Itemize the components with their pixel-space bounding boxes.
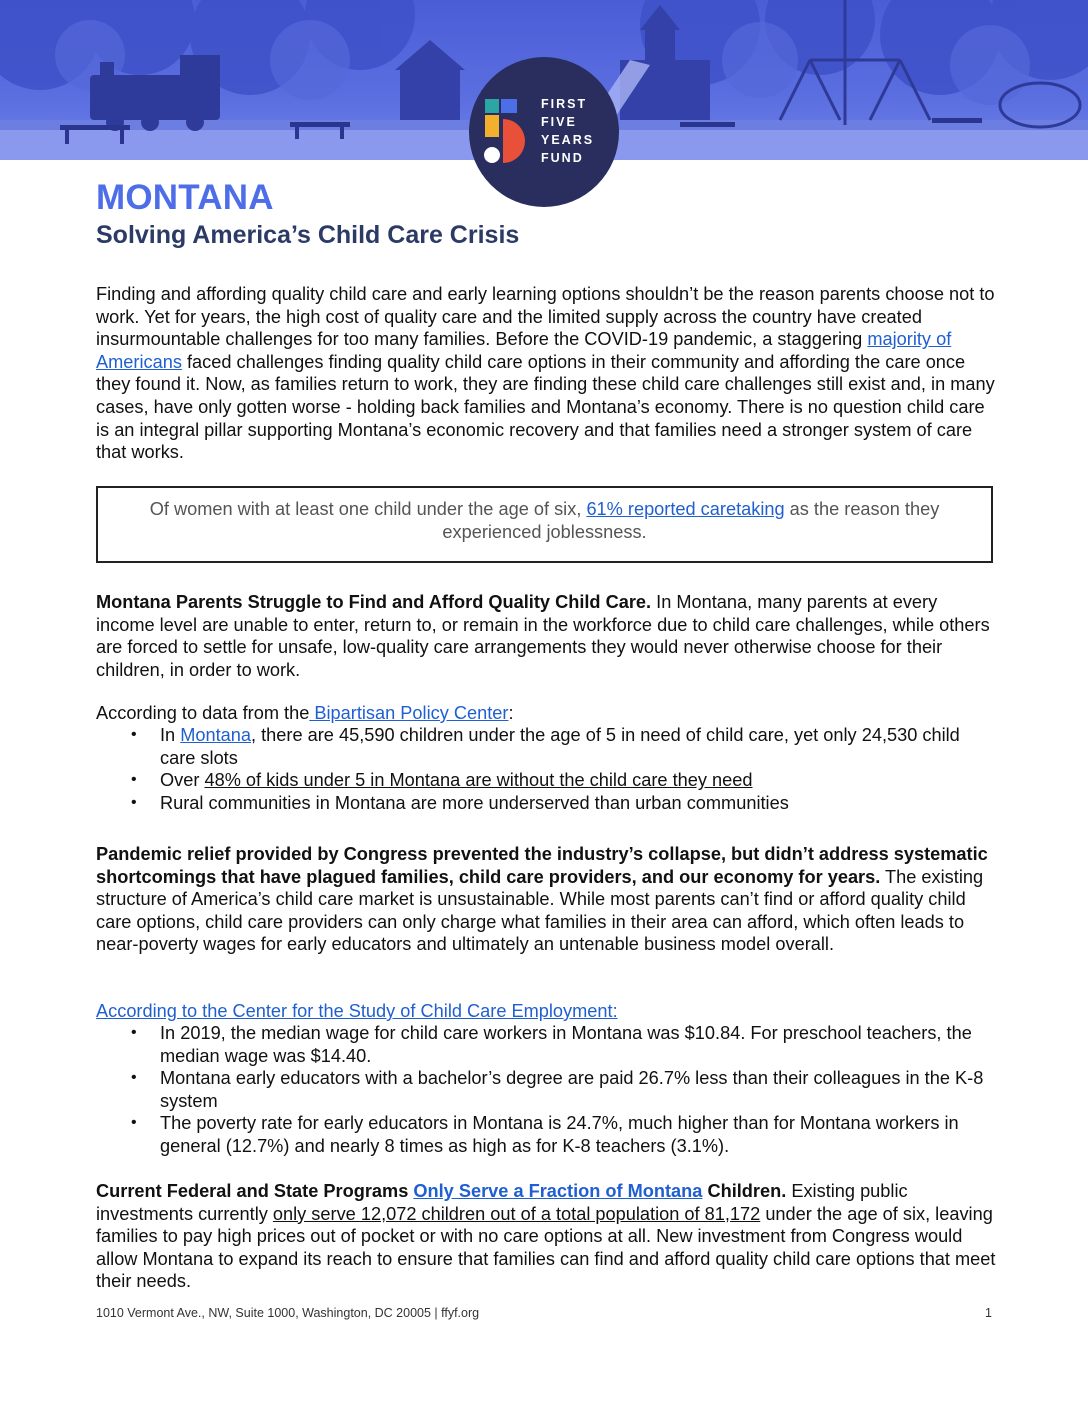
cscce-bullet-list xyxy=(96,1022,996,1158)
section-pandemic-relief-body: The existing structure of America’s child care market is unsustainable. While most parents can’t find or afford quality child care options, child care providers can only charge what families in their area can afford, which often leads to near-poverty wages for early educators and ultimately an untenable business model overall. xyxy=(96,866,984,955)
bpc-lead-text: According to data from the xyxy=(96,703,310,723)
callout-box xyxy=(96,486,993,563)
intro-text-2: faced challenges finding quality child care options in their community and affording the care once they found it. Now, as families return to work, they are finding these child care challenges still exist and, in many cases, have only gotten worse - holding back families and Montana’s economy. There is no question child care is an integral pillar supporting Montana’s economic recovery and that families need a stronger system of care that works. xyxy=(96,351,995,463)
page-subtitle: Solving America’s Child Care Crisis xyxy=(96,221,520,249)
caretaking-stat-link[interactable]: 61% reported caretaking xyxy=(586,499,785,519)
bipartisan-policy-center-link[interactable]: Bipartisan Policy Center xyxy=(309,703,509,723)
list-item xyxy=(96,769,996,792)
page-number: 1 xyxy=(985,1306,992,1320)
logo-line-five: FIVE xyxy=(541,115,577,129)
ffyf-logo xyxy=(469,57,619,207)
bullet-text: Over xyxy=(160,770,205,791)
intro-paragraph xyxy=(96,283,996,464)
section-pandemic-relief xyxy=(96,843,996,956)
callout-text-1: Of women with at least one child under the age of six, xyxy=(149,499,587,519)
logo-line-first: FIRST xyxy=(541,97,588,111)
section-federal-programs-body-1: Existing public investments currently xyxy=(96,1181,908,1224)
cscce-lead xyxy=(96,1000,996,1023)
callout-text-2: as the reason they experienced joblessness. xyxy=(442,499,940,542)
logo-wordmark xyxy=(541,95,594,167)
list-item xyxy=(96,724,996,769)
section-federal-programs xyxy=(96,1180,996,1293)
list-item: • The poverty rate for early educators in Montana is 24.7%, much higher than for Montana workers in general (12.7%) and nearly 8 times as high as for K-8 teachers (3.1%). xyxy=(96,1112,996,1157)
bpc-lead xyxy=(96,702,996,725)
logo-line-years: YEARS xyxy=(541,133,595,147)
section-parents-struggle xyxy=(96,591,996,681)
list-item xyxy=(96,792,996,815)
list-item: • Montana early educators with a bachelor’s degree are paid 26.7% less than their colleagues in the K-8 system xyxy=(96,1067,996,1112)
bullet-text: In xyxy=(160,725,181,745)
section-pandemic-relief-heading: Pandemic relief provided by Congress prevented the industry’s collapse, but didn’t address systematic shortcomings that have plagued families, child care providers, and our economy for years. xyxy=(96,844,988,887)
bullet-text: Rural communities in Montana are more underserved than urban communities xyxy=(160,792,789,813)
underlined-stat: 48% of kids under 5 in Montana are without the child care they need xyxy=(204,770,753,791)
bpc-colon: : xyxy=(508,703,514,723)
cscce-link[interactable]: According to the Center for the Study of Child Care Employment: xyxy=(96,1001,618,1021)
bpc-bullet-list xyxy=(96,724,996,814)
fraction-of-montana-link[interactable]: Only Serve a Fraction of Montana xyxy=(413,1181,703,1201)
section-federal-programs-heading: Current Federal and State Programs xyxy=(96,1181,414,1201)
page-footer xyxy=(96,1306,992,1320)
section-federal-programs-body-2: under the age of six, leaving families to pay high prices out of pocket or with no care options at all. New investment from Congress would allow Montana to expand its reach to ensure that families can find and afford quality child care options that meet their needs. xyxy=(96,1203,996,1292)
footer-address: 1010 Vermont Ave., NW, Suite 1000, Washington, DC 20005 | ffyf.org xyxy=(96,1306,480,1320)
intro-text-1: Finding and affording quality child care and early learning options shouldn’t be the reason parents choose not to work. Yet for years, the high cost of quality care and the limited supply across the country have created insurmountable challenges for too many families. Before the COVID-19 pandemic, a staggering xyxy=(96,284,995,350)
section-federal-programs-heading-end: Children. xyxy=(702,1181,787,1201)
majority-of-americans-link[interactable]: majority of Americans xyxy=(96,329,952,372)
list-item: • In 2019, the median wage for child care workers in Montana was $10.84. For preschool teachers, the median wage was $14.40. xyxy=(96,1022,996,1067)
section-parents-struggle-heading: Montana Parents Struggle to Find and Afford Quality Child Care. xyxy=(96,592,652,612)
underlined-stat: only serve 12,072 children out of a total population of 81,172 xyxy=(272,1203,761,1224)
page-title: MONTANA xyxy=(96,178,274,217)
montana-link[interactable]: Montana xyxy=(180,725,252,745)
bullet-text: , there are 45,590 children under the age of 5 in need of child care, yet only 24,530 child care slots xyxy=(160,725,960,768)
logo-line-fund: FUND xyxy=(541,151,584,165)
section-parents-struggle-body: In Montana, many parents at every income level are unable to enter, return to, or remain in the workforce due to child care challenges, while others are forced to settle for unsafe, low-quality care arrangements they would never otherwise choose for their children, in order to work. xyxy=(96,592,990,680)
logo-mark-icon xyxy=(483,97,539,167)
